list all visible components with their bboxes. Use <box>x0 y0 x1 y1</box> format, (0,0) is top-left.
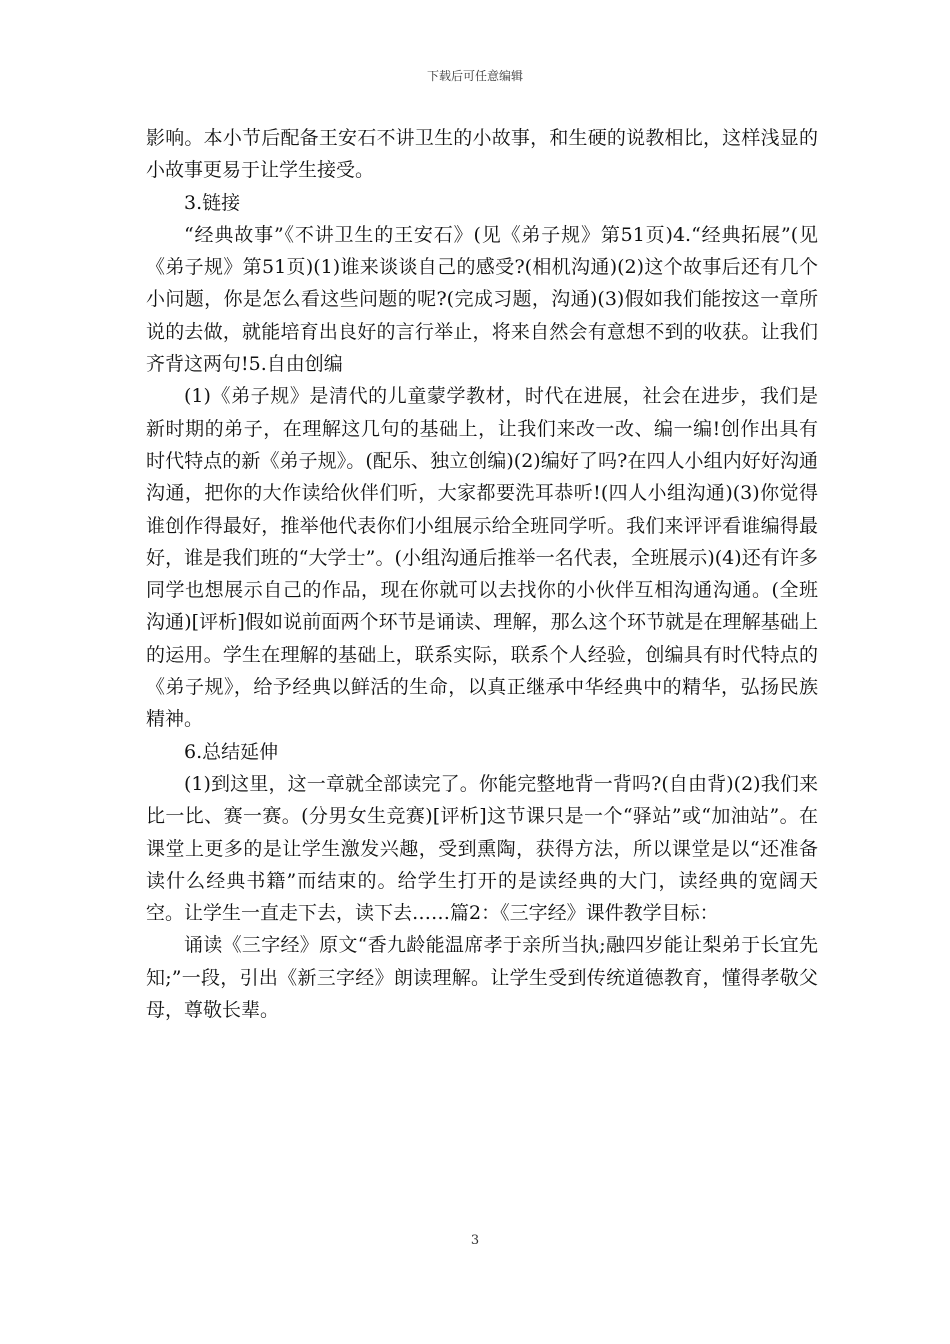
paragraph-free-creation: (1)《弟子规》是清代的儿童蒙学教材，时代在进展，社会在进步，我们是新时期的弟子，在理解这几句的基础上，让我们来改一改、编一编!创作出具有时代特点的新《弟子规》。(配乐、独立创编)(2)编好了吗?在四人小组内好好沟通沟通，把你的大作读给伙伴们听，大家都要洗耳恭听!(四人小组沟通)(3)你觉得谁创作得最好，推举他代表你们小组展示给全班同学听。我们来评评看谁编得最好，谁是我们班的“大学士”。(小组沟通后推举一名代表，全班展示)(4)还有许多同学也想展示自己的作品，现在你就可以去找你的小伙伴互相沟通沟通。(全班沟通)[评析]假如说前面两个环节是诵读、理解，那么这个环节就是在理解基础上的运用。学生在理解的基础上，联系实际，联系个人经验，创编具有时代特点的《弟子规》，给予经典以鲜活的生命，以真正继承中华经典中的精华，弘扬民族精神。 <box>146 385 818 731</box>
document-body <box>146 122 818 1026</box>
section-heading-link: 3.链接 <box>184 191 241 214</box>
paragraph-recitation: 诵读《三字经》原文“香九龄能温席孝于亲所当执;融四岁能让梨弟于长宜先知;”一段，引出《新三字经》朗读理解。让学生受到传统道德教育，懂得孝敬父母，尊敬长辈。 <box>146 934 818 1022</box>
page-number: 3 <box>470 1233 480 1248</box>
paragraph-continuation: 影响。本小节后配备王安石不讲卫生的小故事，和生硬的说教相比，这样浅显的小故事更易于让学生接受。 <box>146 127 818 182</box>
paragraph-summary: (1)到这里，这一章就全部读完了。你能完整地背一背吗?(自由背)(2)我们来比一比、赛一赛。(分男女生竞赛)[评析]这节课只是一个“驿站”或“加油站”。在课堂上更多的是让学生激发兴趣，受到熏陶，获得方法，所以课堂是以“还准备读什么经典书籍”而结束的。给学生打开的是读经典的大门，读经典的宽阔天空。让学生一直走下去，读下去……篇2：《三字经》课件教学目标： <box>146 772 818 925</box>
page-header: 下载后可任意编辑 <box>426 69 523 83</box>
paragraph-classic-story: “经典故事”《不讲卫生的王安石》(见《弟子规》第51页)4.“经典拓展”(见《弟子规》第51页)(1)谁来谈谈自己的感受?(相机沟通)(2)这个故事后还有几个小问题，你是怎么看这些问题的呢?(完成习题，沟通)(3)假如我们能按这一章所说的去做，就能培育出良好的言行举止，将来自然会有意想不到的收获。让我们齐背这两句!5.自由创编 <box>146 223 818 376</box>
section-heading-summary: 6.总结延伸 <box>184 740 279 763</box>
